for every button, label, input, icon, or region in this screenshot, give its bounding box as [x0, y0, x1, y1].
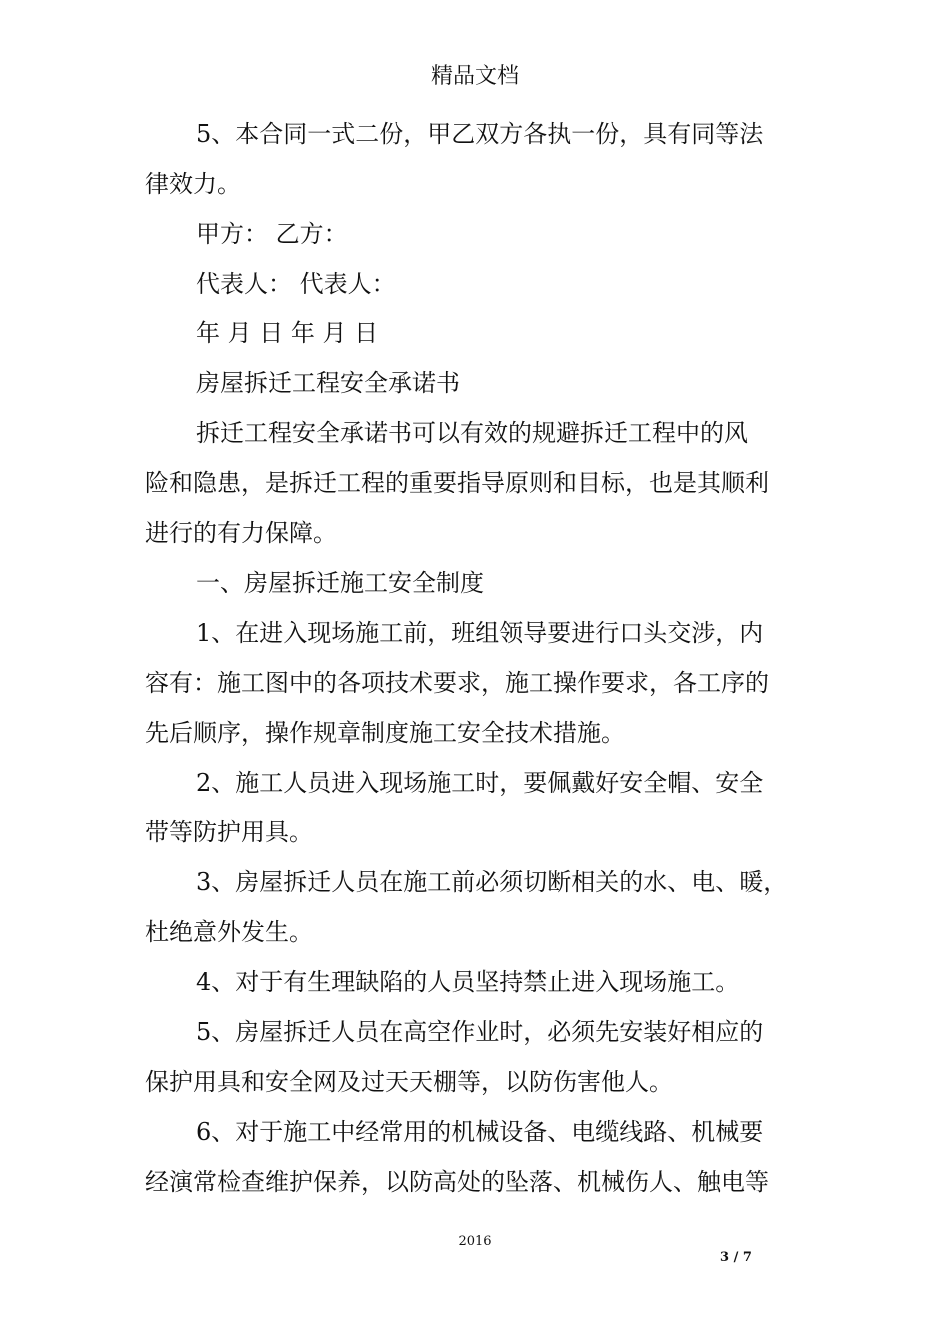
party-labels: 甲方： 乙方： [196, 220, 348, 248]
rule-6-line-2: 经演常检查维护保养，以防高处的坠落、机械伤人、触电等 [145, 1168, 769, 1196]
date-labels: 年 月 日 年 月 日 [196, 319, 379, 347]
footer-year: 2016 [458, 1234, 492, 1249]
intro-paragraph-line-1: 拆迁工程安全承诺书可以有效的规避拆迁工程中的风 [196, 419, 748, 447]
rule-3-line-2: 杜绝意外发生。 [145, 918, 313, 946]
rule-2-line-2: 带等防护用具。 [145, 818, 313, 846]
contract-clause-5-line-1: 5、本合同一式二份，甲乙双方各执一份，具有同等法 [196, 120, 764, 148]
rule-1-line-1: 1、在进入现场施工前，班组领导要进行口头交涉，内 [196, 619, 764, 647]
contract-clause-5-line-2: 律效力。 [145, 170, 241, 198]
subsection-heading: 一、房屋拆迁施工安全制度 [196, 569, 484, 597]
intro-paragraph-line-2: 险和隐患，是拆迁工程的重要指导原则和目标，也是其顺利 [145, 469, 769, 497]
rule-1-line-3: 先后顺序，操作规章制度施工安全技术措施。 [145, 719, 625, 747]
intro-paragraph-line-3: 进行的有力保障。 [145, 519, 337, 547]
rule-2-line-1: 2、施工人员进入现场施工时，要佩戴好安全帽、安全 [196, 769, 764, 797]
rule-1-line-2: 容有：施工图中的各项技术要求，施工操作要求，各工序的 [145, 669, 769, 697]
rule-5-line-1: 5、房屋拆迁人员在高空作业时，必须先安装好相应的 [196, 1018, 764, 1046]
rule-3-line-1: 3、房屋拆迁人员在施工前必须切断相关的水、电、暖， [196, 868, 788, 896]
section-title: 房屋拆迁工程安全承诺书 [196, 369, 460, 397]
page-number: 3 / 7 [720, 1250, 752, 1265]
page-header: 精品文档 [430, 64, 519, 89]
rule-4-line-1: 4、对于有生理缺陷的人员坚持禁止进入现场施工。 [196, 968, 740, 996]
rule-5-line-2: 保护用具和安全网及过天天棚等，以防伤害他人。 [145, 1068, 673, 1096]
representative-labels: 代表人： 代表人： [196, 270, 396, 298]
rule-6-line-1: 6、对于施工中经常用的机械设备、电缆线路、机械要 [196, 1118, 764, 1146]
